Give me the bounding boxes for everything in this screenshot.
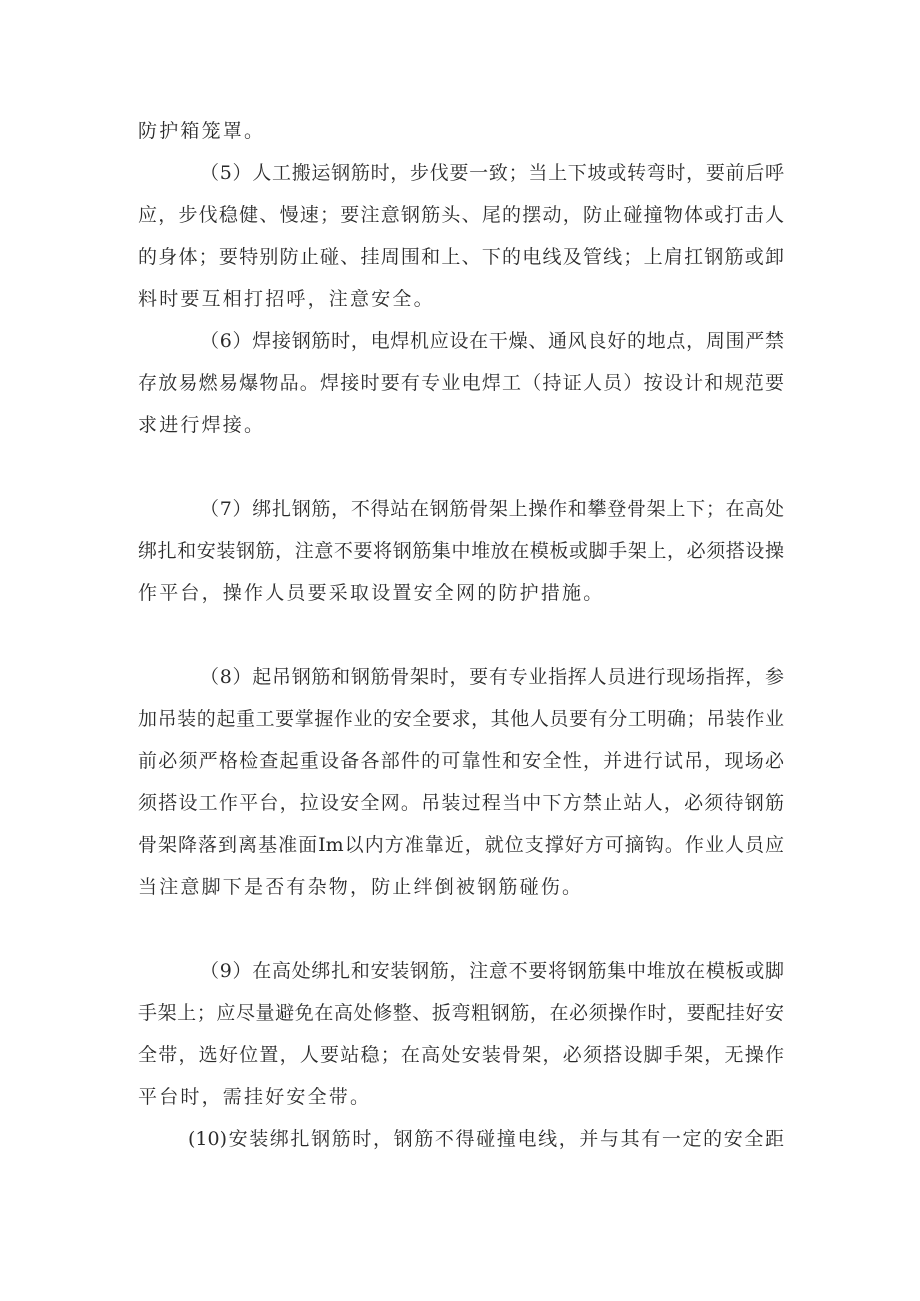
paragraph-5-line-2: 应，步伐稳健、慢速；要注意钢筋头、尾的摆动，防止碰撞物体或打击人 <box>138 204 784 226</box>
paragraph-8-line-6: 当注意脚下是否有杂物，防止绊倒被钢筋碰伤。 <box>138 876 584 898</box>
paragraph-8-line-3: 前必须严格检查起重设备各部件的可靠性和安全性，并进行试吊，现场必 <box>138 750 784 772</box>
paragraph-9-line-2: 手架上；应尽量避免在高处修整、扳弯粗钢筋，在必须操作时，要配挂好安 <box>138 1002 784 1024</box>
paragraph-7-line-2: 绑扎和安装钢筋，注意不要将钢筋集中堆放在模板或脚手架上，必须搭设操 <box>138 540 784 562</box>
paragraph-7-line-3: 作平台，操作人员要采取设置安全网的防护措施。 <box>138 582 605 604</box>
paragraph-9-line-1: （9）在高处绑扎和安装钢筋，注意不要将钢筋集中堆放在模板或脚 <box>200 960 784 982</box>
paragraph-5-line-1: （5）人工搬运钢筋时，步伐要一致；当上下坡或转弯时，要前后呼 <box>200 162 784 184</box>
paragraph-9-line-3: 全带，选好位置，人要站稳；在高处安装骨架，必须搭设脚手架，无操作 <box>138 1044 784 1066</box>
paragraph-10-line-1: (10)安装绑扎钢筋时，钢筋不得碰撞电线，并与其有一定的安全距 <box>188 1128 784 1150</box>
paragraph-8-line-4: 须搭设工作平台，拉设安全网。吊装过程当中下方禁止站人，必须待钢筋 <box>138 792 784 814</box>
paragraph-7-line-1: （7）绑扎钢筋，不得站在钢筋骨架上操作和攀登骨架上下；在高处 <box>200 498 784 520</box>
paragraph-8-line-2: 加吊装的起重工要掌握作业的安全要求，其他人员要有分工明确；吊装作业 <box>138 708 784 730</box>
paragraph-9-line-4: 平台时，需挂好安全带。 <box>138 1086 372 1108</box>
paragraph-6-line-1: （6）焊接钢筋时，电焊机应设在干燥、通风良好的地点，周围严禁 <box>200 330 784 352</box>
paragraph-6-line-2: 存放易燃易爆物品。焊接时要有专业电焊工（持证人员）按设计和规范要 <box>138 372 784 394</box>
paragraph-line: 防护箱笼罩。 <box>138 120 266 142</box>
paragraph-8-line-5: 骨架降落到离基准面Im以内方准靠近，就位支撑好方可摘钩。作业人员应 <box>138 834 784 856</box>
paragraph-6-line-3: 求进行焊接。 <box>138 414 266 436</box>
paragraph-5-line-4: 料时要互相打招呼，注意安全。 <box>138 288 435 310</box>
paragraph-5-line-3: 的身体；要特别防止碰、挂周围和上、下的电线及管线；上肩扛钢筋或卸 <box>138 246 784 268</box>
paragraph-8-line-1: （8）起吊钢筋和钢筋骨架时，要有专业指挥人员进行现场指挥，参 <box>200 666 784 688</box>
